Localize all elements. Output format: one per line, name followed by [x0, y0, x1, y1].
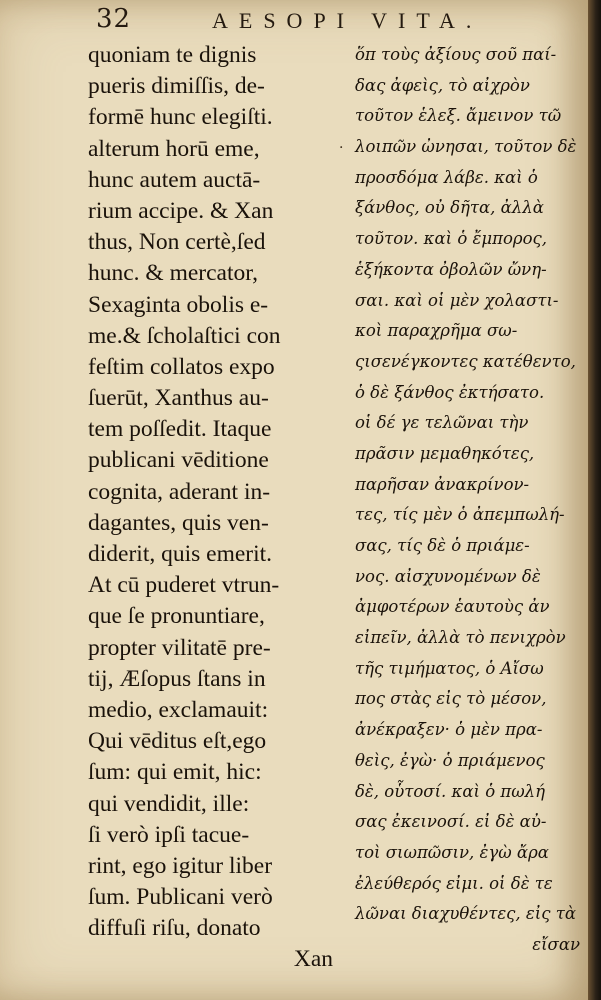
greek-text-line: εἴσαν [532, 934, 580, 954]
greek-text-line: ἐλεύθερός εἰμι. οἱ δὲ τε [355, 873, 553, 893]
running-title: AESOPI VITA. [212, 8, 483, 33]
greek-text-line: ἀμφοτέρων ἑαυτοὺς ἀν [355, 597, 550, 617]
greek-text-line: σας, τίς δὲ ὁ πριάμε- [355, 536, 530, 555]
latin-text-line: que ſe pronuntiare, [88, 603, 265, 630]
latin-text-line: alterum horū eme, [88, 135, 260, 162]
latin-text-line: hunc autem auctā- [88, 166, 261, 193]
latin-text-line: tij, Æſopus ſtans in [88, 665, 266, 692]
greek-text-line: τοῦτον ἑλεξ. ἄμεινον τῶ [355, 106, 562, 126]
page-edge [588, 0, 601, 1000]
latin-text-line: ſi verò ipſi tacue- [88, 821, 250, 848]
latin-text-line: Qui vēditus eſt,ego [88, 728, 267, 755]
latin-text-line: me.& ſcholaſtici con [88, 322, 281, 349]
greek-text-line: τοὶ σιωπῶσιν, ἐγὼ ἄρα [355, 842, 549, 862]
greek-text-line: πος στὰς εἰς τὸ μέσον, [355, 689, 547, 709]
latin-text-line: dagantes, quis ven- [88, 509, 269, 536]
latin-text-line: pueris dimiſſis, de- [88, 73, 265, 100]
greek-text-line: τοῦτον. καὶ ὁ ἔμπορος, [355, 229, 548, 249]
greek-text-line: τῆς τιμήματος, ὁ Αἴσω [355, 658, 544, 678]
latin-text-line: hunc. & mercator, [88, 260, 259, 287]
latin-text-line: formē hunc elegiſti. [88, 104, 273, 131]
greek-text-line: σαι. καὶ οἱ μὲν χολαστι- [355, 290, 559, 310]
latin-text-line: diderit, quis emerit. [88, 541, 273, 567]
greek-text-line: προσδόμα λάβε. καὶ ὁ [355, 167, 538, 187]
latin-text-line: qui vendidit, ille: [88, 790, 250, 817]
greek-text-line: νος. αἰσχυνομένων δὲ [355, 566, 541, 586]
latin-text-line: At cū puderet vtrun- [88, 572, 280, 599]
latin-text-line: Sexaginta obolis e- [88, 291, 269, 318]
latin-text-line: diffuſi riſu, donato [88, 915, 261, 942]
latin-text-line: feſtim collatos expo [88, 353, 275, 380]
greek-text-line: οἱ δέ γε τελῶναι τὴν [355, 413, 529, 433]
greek-text-line: ὅπ τοὺς ἀξίους σοῦ παί- [355, 45, 557, 64]
greek-text-line: σας ἐκεινοσί. εἰ δὲ αὐ- [355, 812, 547, 832]
latin-text-line: tem poſſedit. Itaque [88, 416, 272, 443]
latin-text-line: publicani vēditione [88, 447, 269, 474]
greek-text-line: δὲ, οὗτοσί. καὶ ὁ πωλή [355, 781, 546, 801]
page-header [0, 4, 588, 40]
greek-text-line: ςισενέγκοντες κατέθεντο, [355, 351, 576, 371]
greek-text-line: δας ἀφεὶς, τὸ αἰχρὸν [355, 75, 530, 95]
column-divider-mark: · [339, 140, 344, 156]
latin-text-line: propter vilitatē pre- [88, 634, 271, 661]
greek-text-line: ξάνθος, οὐ δῆτα, ἀλλὰ [355, 198, 544, 218]
latin-text-line: medio, exclamauit: [88, 696, 269, 723]
greek-text-line: λῶναι διαχυθέντες, εἰς τὰ [355, 904, 576, 924]
greek-text-line: ἀνέκραξεν· ὁ μὲν πρα- [355, 720, 543, 740]
latin-text-line: Xan [293, 946, 333, 973]
greek-text-line: κοὶ παραχρῆμα σω- [355, 321, 518, 341]
latin-text-line: quoniam te dignis [88, 42, 257, 68]
latin-text-line: ſuerūt, Xanthus au- [88, 385, 269, 412]
latin-text-line: rium accipe. & Xan [88, 197, 274, 224]
folio-number: 32 [96, 4, 132, 34]
greek-text-line: παρῆσαν ἀνακρίνον- [355, 474, 530, 494]
greek-text-line: λοιπῶν ὠνησαι, τοῦτον δὲ [355, 137, 577, 157]
latin-text-line: rint, ego igitur liber [88, 852, 273, 879]
greek-text-line: πρᾶσιν μεμαθηκότες, [355, 443, 535, 463]
greek-text-line: τες, τίς μὲν ὁ ἀπεμπωλή- [355, 505, 565, 525]
greek-text-line: ἑξήκοντα ὀβολῶν ὤνη- [355, 259, 547, 279]
greek-text-line: ὁ δὲ ξάνθος ἐκτήσατο. [355, 382, 545, 402]
greek-text-line: θεὶς, ἐγὼ· ὁ πριάμενος [355, 750, 545, 770]
greek-column [355, 40, 580, 961]
latin-text-line: cognita, aderant in- [88, 478, 271, 505]
latin-text-line: ſum: qui emit, hic: [88, 759, 262, 786]
latin-text-line: ſum. Publicani verò [88, 884, 273, 911]
latin-column [88, 40, 333, 976]
latin-text-line: thus, Non certè,ſed [88, 229, 266, 256]
greek-text-line: εἰπεῖν, ἀλλὰ τὸ πενιχρὸν [355, 628, 566, 648]
